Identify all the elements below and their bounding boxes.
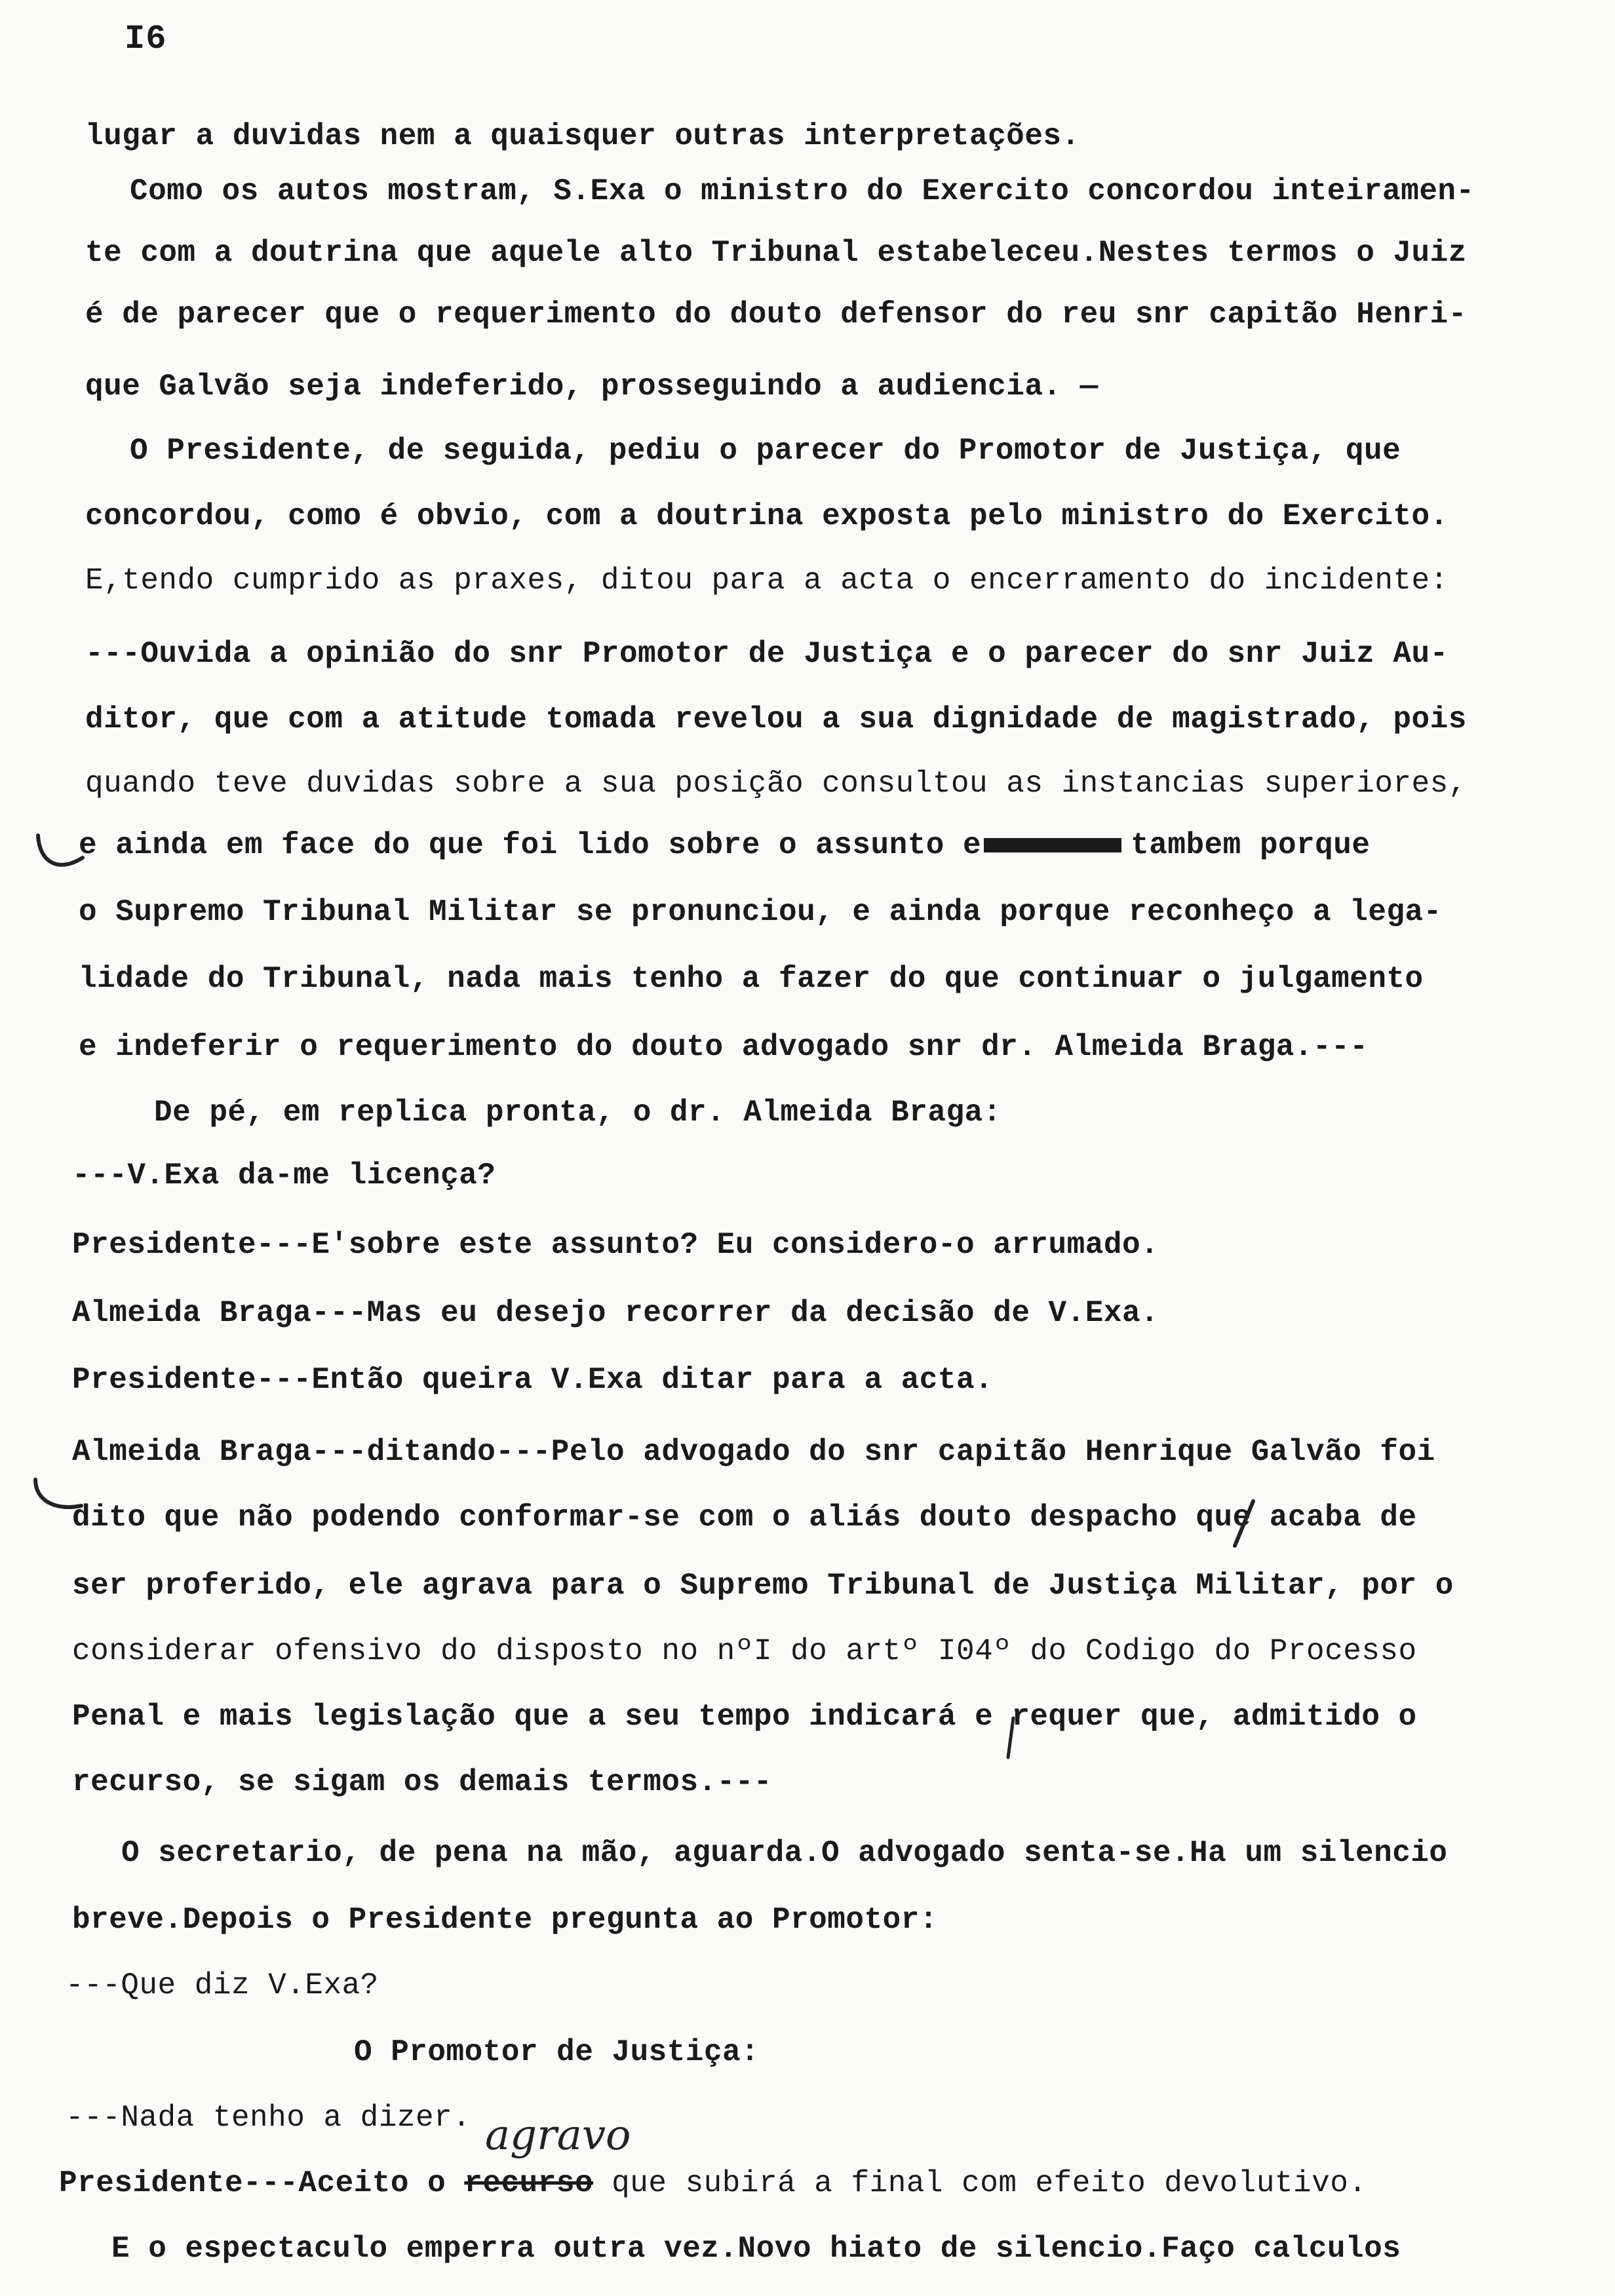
text-line: lugar a duvidas nem a quaisquer outras interpretações. [85, 119, 1080, 153]
text-line: o Supremo Tribunal Militar se pronunciou, e ainda porque reconheço a lega- [79, 895, 1442, 929]
handwritten-slash-mark [1224, 1497, 1264, 1550]
text-line: ser proferido, ele agrava para o Supremo Tribunal de Justiça Militar, por o [72, 1569, 1454, 1603]
text-line: O secretario, de pena na mão, aguarda.O advogado senta-se.Ha um silencio [121, 1836, 1448, 1870]
struck-word: recurso [464, 2166, 594, 2200]
text-line: O Promotor de Justiça: [354, 2035, 760, 2069]
text-segment: e ainda em face do que foi lido sobre o assunto e [79, 828, 982, 862]
text-line: considerar ofensivo do disposto no nºI do artº I04º do Codigo do Processo [72, 1634, 1417, 1668]
handwritten-slash-mark [1002, 1715, 1021, 1761]
text-line: Almeida Braga---Mas eu desejo recorrer da decisão de V.Exa. [72, 1296, 1159, 1330]
text-line: ---Nada tenho a dizer. [66, 2101, 471, 2135]
text-line: E o espectaculo emperra outra vez.Novo hiato de silencio.Faço calculos [111, 2232, 1401, 2266]
page-number: I6 [125, 20, 167, 58]
text-line: recurso, se sigam os demais termos.--- [72, 1765, 772, 1799]
text-line: Presidente---E'sobre este assunto? Eu considero-o arrumado. [72, 1228, 1159, 1262]
handwritten-correction: agravo [485, 2111, 631, 2160]
text-segment: Presidente---Aceito o [59, 2166, 446, 2200]
text-line: Penal e mais legislação que a seu tempo indicará e requer que, admitido o [72, 1700, 1417, 1734]
text-line: é de parecer que o requerimento do douto defensor do reu snr capitão Henri- [85, 297, 1467, 332]
text-line: que Galvão seja indeferido, prosseguindo a audiencia. — [85, 370, 1099, 404]
text-line: Almeida Braga---ditando---Pelo advogado do snr capitão Henrique Galvão foi [72, 1435, 1435, 1469]
margin-bracket-mark [29, 1474, 88, 1527]
text-line [59, 2165, 1367, 2202]
text-line: E,tendo cumprido as praxes, ditou para a acta o encerramento do incidente: [85, 564, 1449, 598]
redacted-blot [984, 838, 1121, 852]
text-line: breve.Depois o Presidente pregunta ao Promotor: [72, 1903, 938, 1937]
text-line: O Presidente, de seguida, pediu o parecer do Promotor de Justiça, que [130, 434, 1401, 468]
text-segment: que subirá a final com efeito devolutivo. [612, 2166, 1367, 2200]
text-line: De pé, em replica pronta, o dr. Almeida Braga: [154, 1096, 1002, 1130]
text-line: ---Que diz V.Exa? [66, 1968, 379, 2002]
text-line: Presidente---Então queira V.Exa ditar para a acta. [72, 1363, 994, 1397]
text-line: dito que não podendo conformar-se com o aliás douto despacho que acaba de [72, 1501, 1417, 1535]
text-line: e indeferir o requerimento do douto advogado snr dr. Almeida Braga.--- [79, 1030, 1369, 1064]
text-line: concordou, como é obvio, com a doutrina exposta pelo ministro do Exercito. [85, 499, 1449, 533]
margin-bracket-mark [31, 829, 90, 881]
text-line: ---V.Exa da-me licença? [72, 1158, 496, 1193]
text-line: lidade do Tribunal, nada mais tenho a fazer do que continuar o julgamento [79, 962, 1424, 996]
text-line: te com a doutrina que aquele alto Tribunal estabeleceu.Nestes termos o Juiz [85, 236, 1467, 270]
text-line [79, 827, 1370, 864]
text-line: quando teve duvidas sobre a sua posição consultou as instancias superiores, [85, 767, 1467, 801]
text-line: Como os autos mostram, S.Exa o ministro do Exercito concordou inteiramen- [130, 174, 1475, 208]
text-line: ---Ouvida a opinião do snr Promotor de Justiça e o parecer do snr Juiz Au- [85, 637, 1449, 671]
text-line: ditor, que com a atitude tomada revelou a sua dignidade de magistrado, pois [85, 702, 1467, 737]
text-segment: tambem porque [1131, 828, 1371, 862]
